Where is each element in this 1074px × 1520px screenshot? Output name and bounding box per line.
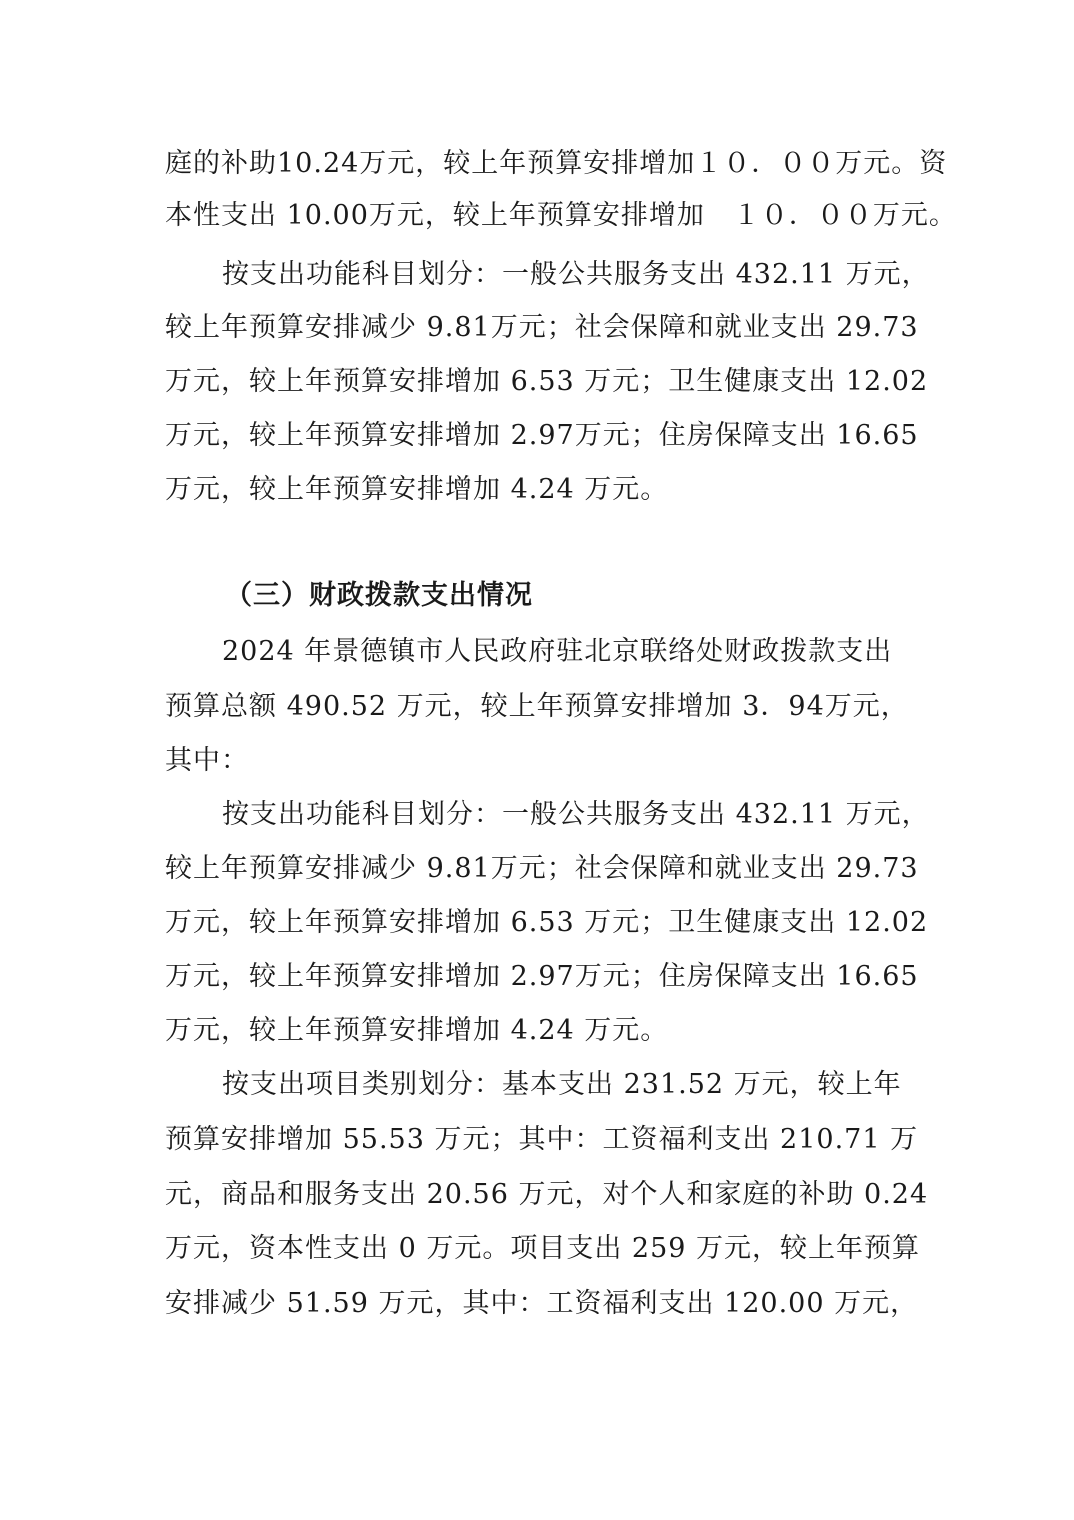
paragraph-line: 万元，较上年预算安排增加 4.24 万元。 bbox=[165, 474, 669, 505]
paragraph-line: 万元，资本性支出 0 万元。项目支出 259 万元，较上年预算 bbox=[165, 1233, 921, 1264]
paragraph-line: 万元，较上年预算安排增加 6.53 万元；卫生健康支出 12.02 bbox=[165, 366, 929, 397]
paragraph-line: 按支出功能科目划分：一般公共服务支出 432.11 万元， bbox=[222, 259, 930, 290]
paragraph-line: 本性支出 10.00万元，较上年预算安排增加 １０．００万元。 bbox=[165, 200, 957, 231]
paragraph-line: 其中： bbox=[165, 745, 249, 776]
paragraph-line: 按支出项目类别划分：基本支出 231.52 万元，较上年 bbox=[222, 1069, 902, 1100]
paragraph-line: 万元，较上年预算安排增加 6.53 万元；卫生健康支出 12.02 bbox=[165, 907, 929, 938]
paragraph-line: 庭的补助10.24万元，较上年预算安排增加１０．００万元。资 bbox=[165, 148, 948, 179]
paragraph-line: 较上年预算安排减少 9.81万元；社会保障和就业支出 29.73 bbox=[165, 853, 919, 884]
paragraph-line: 较上年预算安排减少 9.81万元；社会保障和就业支出 29.73 bbox=[165, 312, 919, 343]
paragraph-line: 安排减少 51.59 万元，其中：工资福利支出 120.00 万元， bbox=[165, 1288, 919, 1319]
paragraph-line: 万元，较上年预算安排增加 2.97万元；住房保障支出 16.65 bbox=[165, 420, 919, 451]
paragraph-line: 预算安排增加 55.53 万元；其中：工资福利支出 210.71 万 bbox=[165, 1124, 919, 1155]
section-heading: （三）财政拨款支出情况 bbox=[225, 580, 533, 611]
paragraph-line: 预算总额 490.52 万元，较上年预算安排增加 3．94万元， bbox=[165, 691, 909, 722]
paragraph-line: 万元，较上年预算安排增加 4.24 万元。 bbox=[165, 1015, 669, 1046]
paragraph-line: 2024 年景德镇市人民政府驻北京联络处财政拨款支出 bbox=[222, 636, 893, 667]
paragraph-line: 元，商品和服务支出 20.56 万元，对个人和家庭的补助 0.24 bbox=[165, 1179, 929, 1210]
paragraph-line: 万元，较上年预算安排增加 2.97万元；住房保障支出 16.65 bbox=[165, 961, 919, 992]
paragraph-line: 按支出功能科目划分：一般公共服务支出 432.11 万元， bbox=[222, 799, 930, 830]
